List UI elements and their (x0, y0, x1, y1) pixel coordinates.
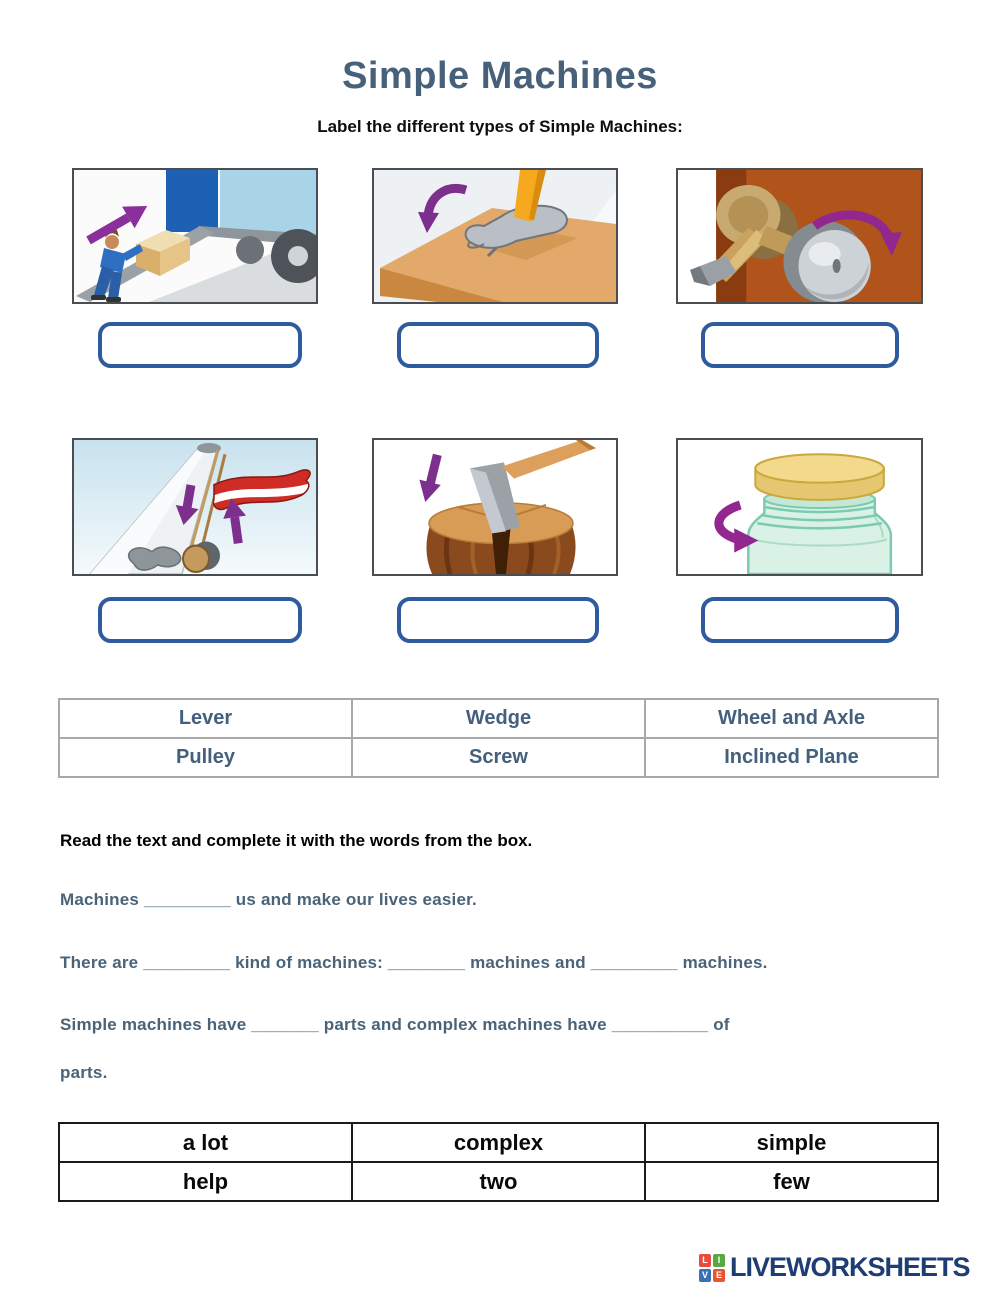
answer-box-3[interactable] (701, 322, 899, 368)
word-bank-cell-wheel-and-axle: Wheel and Axle (645, 699, 938, 738)
word-bank-row (59, 1162, 938, 1201)
word-bank-cell-complex: complex (352, 1123, 645, 1162)
word-bank-cell-wedge: Wedge (352, 699, 645, 738)
fill-line-3: Simple machines have _______ parts and complex machines have __________ of (60, 1015, 730, 1034)
jar-screw-lid-illustration (676, 438, 923, 576)
hammer-claw-lever-illustration (372, 168, 618, 304)
word-bank-row (59, 1123, 938, 1162)
answer-box-1[interactable] (98, 322, 302, 368)
word-bank-cell-pulley: Pulley (59, 738, 352, 777)
liveworksheets-logo-icon (699, 1254, 725, 1282)
fill-line-1: Machines _________ us and make our lives easier. (60, 890, 477, 909)
logo-tile-e: E (713, 1269, 725, 1282)
word-bank-cell-help: help (59, 1162, 352, 1201)
inclined-plane-ramp-icon (74, 170, 316, 302)
flagpole-pulley-illustration (72, 438, 318, 576)
fill-word-bank (58, 1122, 939, 1202)
word-bank-cell-few: few (645, 1162, 938, 1201)
doorknob-wheel-axle-icon (678, 170, 921, 302)
machine-word-bank (58, 698, 939, 778)
word-bank-cell-inclined-plane: Inclined Plane (645, 738, 938, 777)
answer-box-2[interactable] (397, 322, 599, 368)
word-bank-row (59, 738, 938, 777)
word-bank-cell-two: two (352, 1162, 645, 1201)
doorknob-wheel-and-axle-illustration (676, 168, 923, 304)
page-subtitle: Label the different types of Simple Machines: (317, 117, 683, 136)
fill-line-4: parts. (60, 1063, 108, 1082)
flagpole-pulley-icon (74, 440, 316, 574)
jar-screw-icon (678, 440, 921, 574)
liveworksheets-logo[interactable] (699, 1252, 970, 1283)
word-bank-cell-screw: Screw (352, 738, 645, 777)
logo-tile-v: V (699, 1269, 711, 1282)
logo-tile-i: I (713, 1254, 725, 1267)
word-bank-cell-lever: Lever (59, 699, 352, 738)
page-title: Simple Machines (342, 55, 658, 97)
word-bank-cell-a-lot: a lot (59, 1123, 352, 1162)
logo-text: LIVEWORKSHEETS (730, 1252, 970, 1282)
answer-box-4[interactable] (98, 597, 302, 643)
answer-box-6[interactable] (701, 597, 899, 643)
logo-tile-l: L (699, 1254, 711, 1267)
answer-box-5[interactable] (397, 597, 599, 643)
reading-instruction: Read the text and complete it with the words from the box. (60, 831, 533, 850)
word-bank-cell-simple: simple (645, 1123, 938, 1162)
axe-wedge-illustration (372, 438, 618, 576)
hammer-lever-icon (374, 170, 616, 302)
inclined-plane-ramp-illustration (72, 168, 318, 304)
word-bank-row (59, 699, 938, 738)
axe-wedge-icon (374, 440, 616, 574)
fill-line-2: There are _________ kind of machines: ________ machines and _________ machines. (60, 953, 768, 972)
